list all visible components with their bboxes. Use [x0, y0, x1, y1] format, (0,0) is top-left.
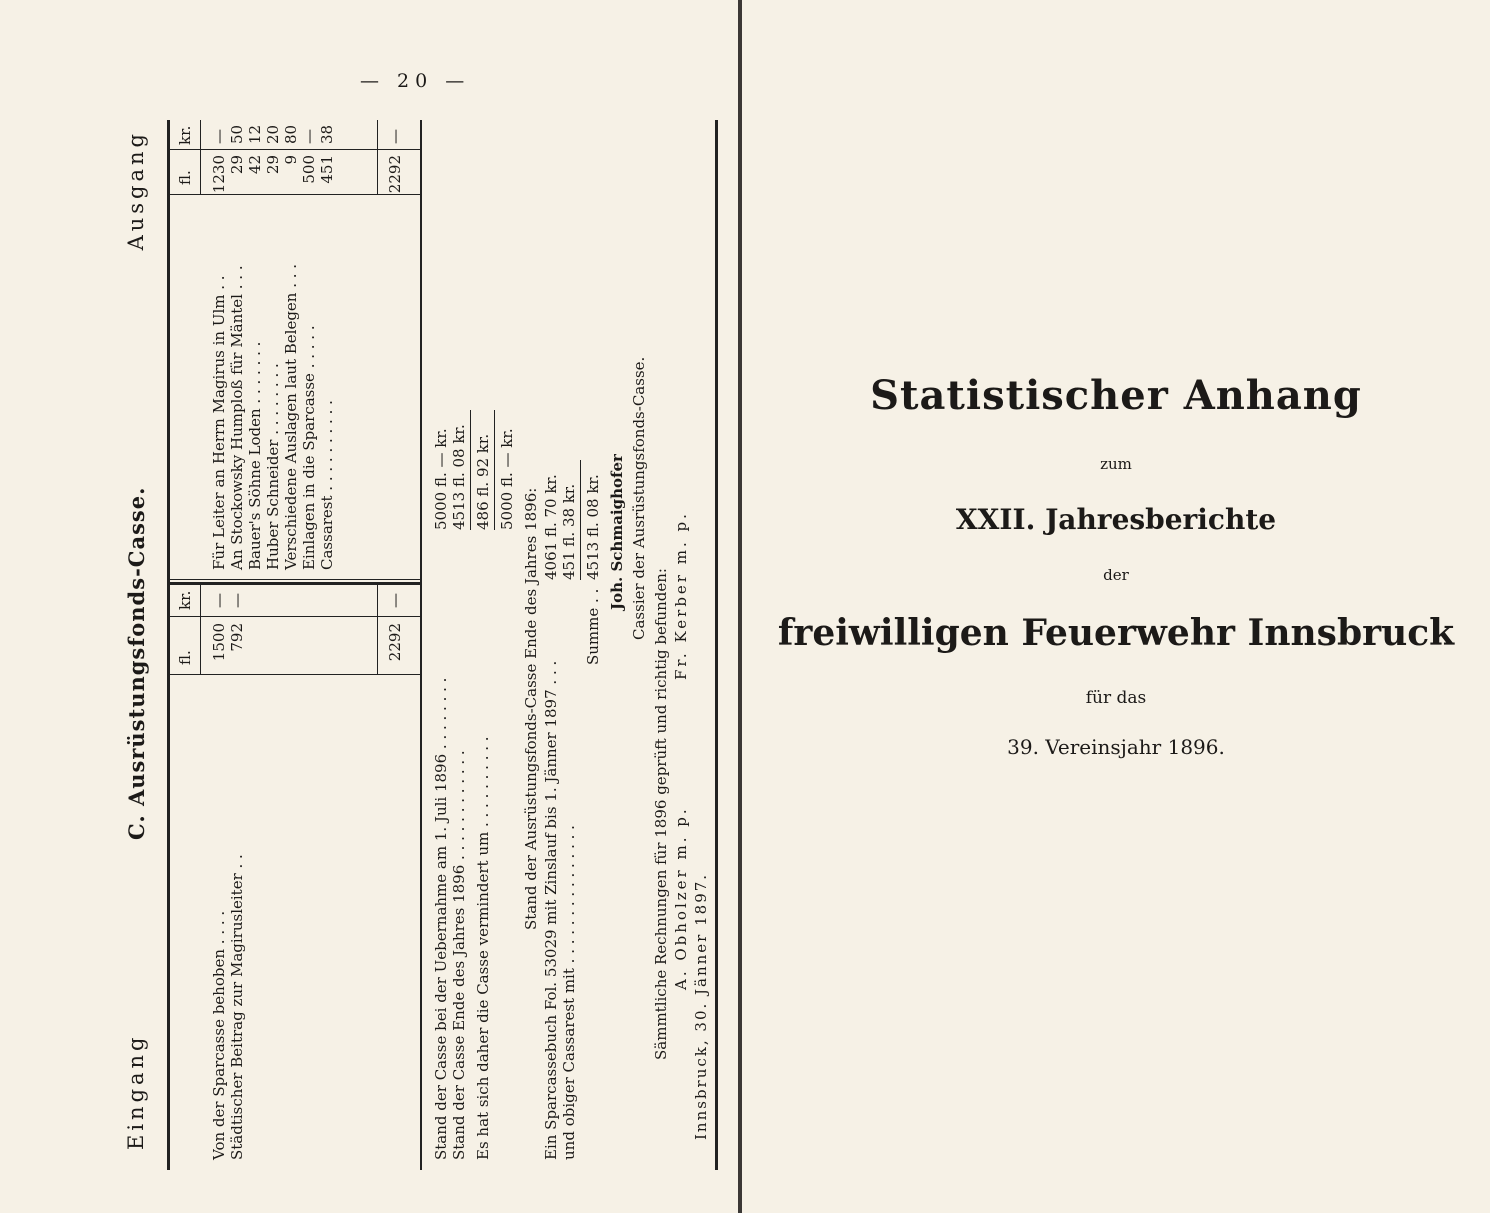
eingang-row-2-label: Städtischer Beitrag zur Magirusleiter . .: [228, 854, 246, 1160]
col-kr-left: kr.: [176, 590, 194, 610]
ausgang-row-3-label: Bauer's Söhne Loden . . . . . . .: [246, 341, 264, 570]
ausgang-total-kr: —: [386, 129, 404, 144]
auditor-2: Fr. Kerber m. p.: [672, 511, 690, 680]
summe-rule: [580, 460, 581, 580]
ausgang-row-5-fl: 9: [282, 155, 300, 165]
ausgang-row-2-fl: 29: [228, 155, 246, 175]
ausgang-row-7-fl: 451: [318, 155, 336, 184]
col-fl-right: fl.: [176, 170, 194, 185]
auditor-1: A. Obholzer m. p.: [672, 806, 690, 990]
stand-line-2-label: Stand der Casse Ende des Jahres 1896 . . . . . . . . . . . .: [450, 750, 468, 1160]
table-title: C. Ausrüstungsfonds-Casse.: [124, 486, 149, 840]
stand-line-4-value: 5000 fl. — kr.: [498, 428, 516, 530]
col-kr-right: kr.: [176, 125, 194, 145]
stand-rule-1: [470, 410, 471, 530]
rotated-cash-table: [112, 120, 732, 1170]
right-page: [742, 0, 1490, 1213]
col-header-rule-right: [200, 120, 201, 195]
ausgang-row-5-label: Verschiedene Auslagen laut Belegen . . .: [282, 263, 300, 570]
eingang-heading: Eingang: [124, 1033, 148, 1150]
ausgang-row-1-kr: —: [210, 129, 228, 144]
ausgang-row-3-fl: 42: [246, 155, 264, 175]
stand-line-1-label: Stand der Casse bei der Uebernahme am 1. Juli 1896 . . . . . . . .: [432, 677, 450, 1160]
place-date: Innsbruck, 30. Jänner 1897.: [692, 872, 710, 1140]
stand-ende-line-1-value: 4061 fl. 70 kr.: [542, 474, 560, 580]
eingang-row-2-fl: 792: [228, 623, 246, 652]
bottom-rule: [715, 120, 718, 1170]
divider-eingang-fl: [170, 674, 420, 675]
signature-role: Cassier der Ausrüstungsfonds-Casse.: [630, 356, 648, 640]
ausgang-row-4-kr: 20: [264, 124, 282, 144]
divider-center: [170, 582, 420, 585]
col-header-rule-left: [200, 585, 201, 675]
stand-ende-line-2-label: und obiger Cassarest mit . . . . . . . . . . . . . . .: [560, 825, 578, 1160]
ausgang-row-7-label: Cassarest . . . . . . . . . .: [318, 400, 336, 570]
organization-name: freiwilligen Feuerwehr Innsbruck: [777, 612, 1455, 654]
eingang-row-1-label: Von der Sparcasse behoben . . . .: [210, 910, 228, 1160]
ausgang-row-1-fl: 1230: [210, 155, 228, 194]
report-title: XXII. Jahresberichte: [955, 503, 1277, 536]
ausgang-row-7-kr: 38: [318, 124, 336, 144]
fuer-das-text: für das: [1085, 688, 1147, 708]
col-fl-left: fl.: [176, 650, 194, 665]
total-rule-right: [377, 120, 378, 195]
page-number: — 20 —: [360, 70, 471, 92]
left-page: [0, 0, 738, 1213]
der-text: der: [1103, 566, 1129, 584]
divider-eingang-kr: [170, 616, 420, 617]
summe-value: 4513 fl. 08 kr.: [584, 474, 602, 580]
divider-ausgang-kr: [170, 149, 420, 150]
total-rule-left: [377, 585, 378, 675]
table-header: [112, 120, 162, 1170]
ausgang-row-6-fl: 500: [300, 155, 318, 184]
summe-label: Summe . .: [584, 588, 602, 665]
stand-ende-line-1-label: Ein Sparcassebuch Fol. 53029 mit Zinslauf bis 1. Jänner 1897 . . .: [542, 660, 560, 1160]
ausgang-row-3-kr: 12: [246, 124, 264, 144]
stand-line-3-label: Es hat sich daher die Casse vermindert um . . . . . . . . . .: [474, 736, 492, 1160]
appendix-title: Statistischer Anhang: [870, 372, 1362, 419]
eingang-total-kr: —: [386, 593, 404, 608]
ausgang-row-4-fl: 29: [264, 155, 282, 175]
ausgang-total-fl: 2292: [386, 155, 404, 194]
stand-ende-title: Stand der Ausrüstungsfonds-Casse Ende des Jahres 1896:: [522, 487, 540, 930]
ausgang-row-1-label: Für Leiter an Herrn Magirus in Ulm . .: [210, 275, 228, 570]
ausgang-row-2-kr: 50: [228, 124, 246, 144]
stand-line-3-value: 486 fl. 92 kr.: [474, 433, 492, 530]
signature-name: Joh. Schmaighofer: [608, 454, 626, 610]
stand-line-1-value: 5000 fl. — kr.: [432, 428, 450, 530]
table-bottom-rule: [420, 120, 422, 1170]
top-rule: [167, 120, 170, 1170]
eingang-row-2-kr: —: [228, 593, 246, 608]
ausgang-heading: Ausgang: [124, 130, 148, 251]
stand-line-2-value: 4513 fl. 08 kr.: [450, 424, 468, 530]
audit-line: Sämmtliche Rechnungen für 1896 geprüft und richtig befunden:: [652, 568, 670, 1060]
ausgang-row-4-label: Huber Schneider . . . . . . . .: [264, 363, 282, 570]
association-year: 39. Vereinsjahr 1896.: [1007, 735, 1225, 759]
eingang-row-1-fl: 1500: [210, 623, 228, 662]
zum-text: zum: [1100, 455, 1132, 473]
ausgang-row-5-kr: 80: [282, 124, 300, 144]
eingang-row-1-kr: —: [210, 593, 228, 608]
ausgang-row-2-label: An Stockowsky Humploß für Mäntel . . .: [228, 265, 246, 570]
stand-ende-line-2-value: 451 fl. 38 kr.: [560, 483, 578, 580]
eingang-total-fl: 2292: [386, 623, 404, 662]
divider-center-2: [170, 579, 420, 580]
ausgang-row-6-kr: —: [300, 129, 318, 144]
stand-rule-2: [494, 410, 495, 530]
ausgang-row-6-label: Einlagen in die Sparcasse . . . . .: [300, 325, 318, 570]
